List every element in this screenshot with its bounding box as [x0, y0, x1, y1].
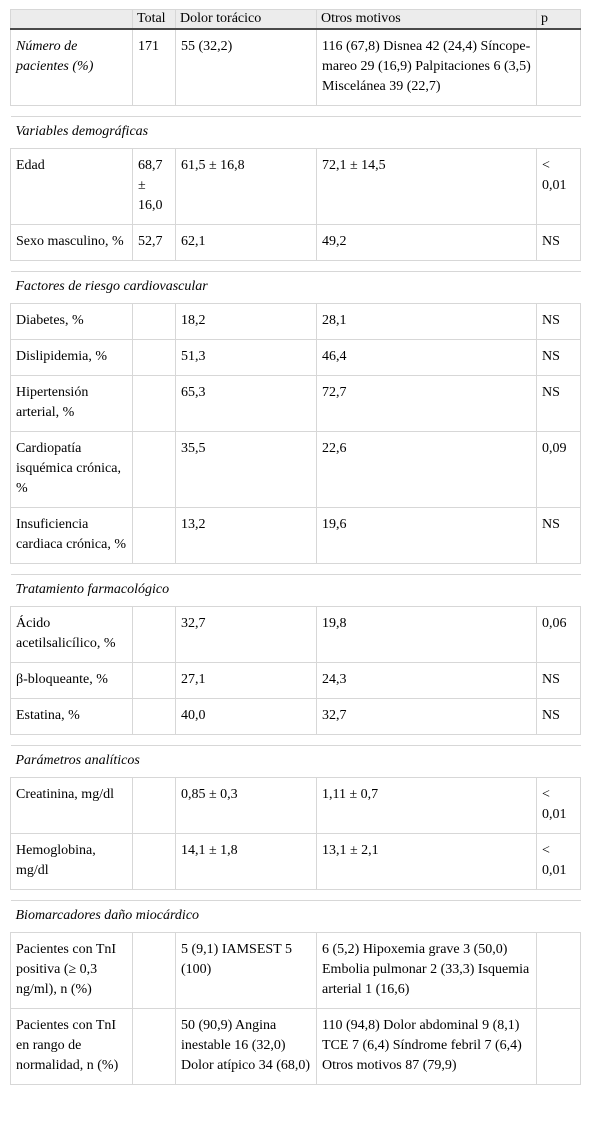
total-cell [133, 1009, 176, 1085]
p-value-cell: NS [537, 663, 581, 699]
total-cell [133, 933, 176, 1009]
table-row [11, 778, 581, 834]
p-value-cell: NS [537, 376, 581, 432]
table-row [11, 225, 581, 261]
p-value-cell: NS [537, 508, 581, 564]
total-cell [133, 340, 176, 376]
spacer-cell [11, 890, 581, 901]
total-cell [133, 663, 176, 699]
chest-pain-cell: 65,3 [176, 376, 317, 432]
label-cell: Hipertensión arterial, % [11, 376, 133, 432]
total-cell [133, 376, 176, 432]
chest-pain-cell: 61,5 ± 16,8 [176, 149, 317, 225]
section-header-row [11, 746, 581, 778]
total-cell [133, 699, 176, 735]
chest-pain-cell: 5 (9,1) IAMSEST 5 (100) [176, 933, 317, 1009]
other-reasons-cell: 22,6 [317, 432, 537, 508]
other-reasons-cell: 28,1 [317, 304, 537, 340]
label-cell: Número de pacientes (%) [11, 29, 133, 106]
total-cell: 52,7 [133, 225, 176, 261]
other-reasons-cell: 1,11 ± 0,7 [317, 778, 537, 834]
table-row [11, 699, 581, 735]
table-row [11, 933, 581, 1009]
label-cell: Diabetes, % [11, 304, 133, 340]
spacer-row [11, 735, 581, 746]
chest-pain-cell: 27,1 [176, 663, 317, 699]
total-cell [133, 778, 176, 834]
header-cell-chest-pain: Dolor torácico [176, 10, 317, 30]
section-header-row [11, 901, 581, 933]
spacer-row [11, 106, 581, 117]
p-value-cell: NS [537, 225, 581, 261]
chest-pain-cell: 55 (32,2) [176, 29, 317, 106]
p-value-cell: 0,09 [537, 432, 581, 508]
other-reasons-cell: 49,2 [317, 225, 537, 261]
table-row [11, 304, 581, 340]
table-row [11, 607, 581, 663]
total-cell [133, 304, 176, 340]
table-header [11, 10, 581, 30]
chest-pain-cell: 62,1 [176, 225, 317, 261]
header-cell-label [11, 10, 133, 30]
p-value-cell: < 0,01 [537, 834, 581, 890]
table-row [11, 340, 581, 376]
p-value-cell: NS [537, 340, 581, 376]
section-header-row [11, 575, 581, 607]
chest-pain-cell: 32,7 [176, 607, 317, 663]
spacer-row [11, 564, 581, 575]
section-title: Variables demográficas [11, 117, 581, 149]
total-cell: 68,7 ± 16,0 [133, 149, 176, 225]
p-value-cell [537, 933, 581, 1009]
p-value-cell [537, 29, 581, 106]
chest-pain-cell: 35,5 [176, 432, 317, 508]
total-cell [133, 432, 176, 508]
chest-pain-cell: 40,0 [176, 699, 317, 735]
spacer-cell [11, 735, 581, 746]
header-cell-other-reasons: Otros motivos [317, 10, 537, 30]
total-cell [133, 607, 176, 663]
chest-pain-cell: 14,1 ± 1,8 [176, 834, 317, 890]
other-reasons-cell: 19,8 [317, 607, 537, 663]
spacer-cell [11, 564, 581, 575]
section-header-row [11, 272, 581, 304]
other-reasons-cell: 72,7 [317, 376, 537, 432]
label-cell: Sexo masculino, % [11, 225, 133, 261]
other-reasons-cell: 46,4 [317, 340, 537, 376]
table-row [11, 376, 581, 432]
section-title: Parámetros analíticos [11, 746, 581, 778]
p-value-cell: NS [537, 304, 581, 340]
spacer-cell [11, 106, 581, 117]
p-value-cell: 0,06 [537, 607, 581, 663]
spacer-cell [11, 261, 581, 272]
chest-pain-cell: 50 (90,9) Angina inestable 16 (32,0) Dolor atípico 34 (68,0) [176, 1009, 317, 1085]
label-cell: Insuficiencia cardiaca crónica, % [11, 508, 133, 564]
chest-pain-cell: 51,3 [176, 340, 317, 376]
other-reasons-cell: 13,1 ± 2,1 [317, 834, 537, 890]
other-reasons-cell: 116 (67,8) Disnea 42 (24,4) Síncope-mareo 29 (16,9) Palpitaciones 6 (3,5) Miscelánea 39 (22,7) [317, 29, 537, 106]
header-cell-total: Total [133, 10, 176, 30]
total-cell: 171 [133, 29, 176, 106]
other-reasons-cell: 32,7 [317, 699, 537, 735]
label-cell: Hemoglobina, mg/dl [11, 834, 133, 890]
spacer-row [11, 890, 581, 901]
table-row [11, 149, 581, 225]
label-cell: Pacientes con TnI en rango de normalidad, n (%) [11, 1009, 133, 1085]
table-row [11, 834, 581, 890]
label-cell: Pacientes con TnI positiva (≥ 0,3 ng/ml), n (%) [11, 933, 133, 1009]
header-cell-p-value: p [537, 10, 581, 30]
label-cell: β-bloqueante, % [11, 663, 133, 699]
p-value-cell: < 0,01 [537, 778, 581, 834]
table-body [11, 29, 581, 1085]
label-cell: Estatina, % [11, 699, 133, 735]
label-cell: Edad [11, 149, 133, 225]
label-cell: Cardiopatía isquémica crónica, % [11, 432, 133, 508]
p-value-cell: < 0,01 [537, 149, 581, 225]
section-title: Factores de riesgo cardiovascular [11, 272, 581, 304]
section-header-row [11, 117, 581, 149]
spacer-row [11, 261, 581, 272]
table-row [11, 1009, 581, 1085]
section-title: Biomarcadores daño miocárdico [11, 901, 581, 933]
total-cell [133, 508, 176, 564]
p-value-cell [537, 1009, 581, 1085]
table-row [11, 508, 581, 564]
other-reasons-cell: 19,6 [317, 508, 537, 564]
other-reasons-cell: 24,3 [317, 663, 537, 699]
other-reasons-cell: 6 (5,2) Hipoxemia grave 3 (50,0) Embolia pulmonar 2 (33,3) Isquemia arterial 1 (16,6) [317, 933, 537, 1009]
label-cell: Creatinina, mg/dl [11, 778, 133, 834]
p-value-cell: NS [537, 699, 581, 735]
chest-pain-cell: 18,2 [176, 304, 317, 340]
section-title: Tratamiento farmacológico [11, 575, 581, 607]
header-row [11, 10, 581, 30]
label-cell: Dislipidemia, % [11, 340, 133, 376]
table-row [11, 29, 581, 106]
table-row [11, 663, 581, 699]
total-cell [133, 834, 176, 890]
other-reasons-cell: 110 (94,8) Dolor abdominal 9 (8,1) TCE 7 (6,4) Síndrome febril 7 (6,4) Otros motivos 87 (79,9) [317, 1009, 537, 1085]
label-cell: Ácido acetilsalicílico, % [11, 607, 133, 663]
table-row [11, 432, 581, 508]
chest-pain-cell: 0,85 ± 0,3 [176, 778, 317, 834]
chest-pain-cell: 13,2 [176, 508, 317, 564]
other-reasons-cell: 72,1 ± 14,5 [317, 149, 537, 225]
comparison-table [10, 9, 581, 1085]
